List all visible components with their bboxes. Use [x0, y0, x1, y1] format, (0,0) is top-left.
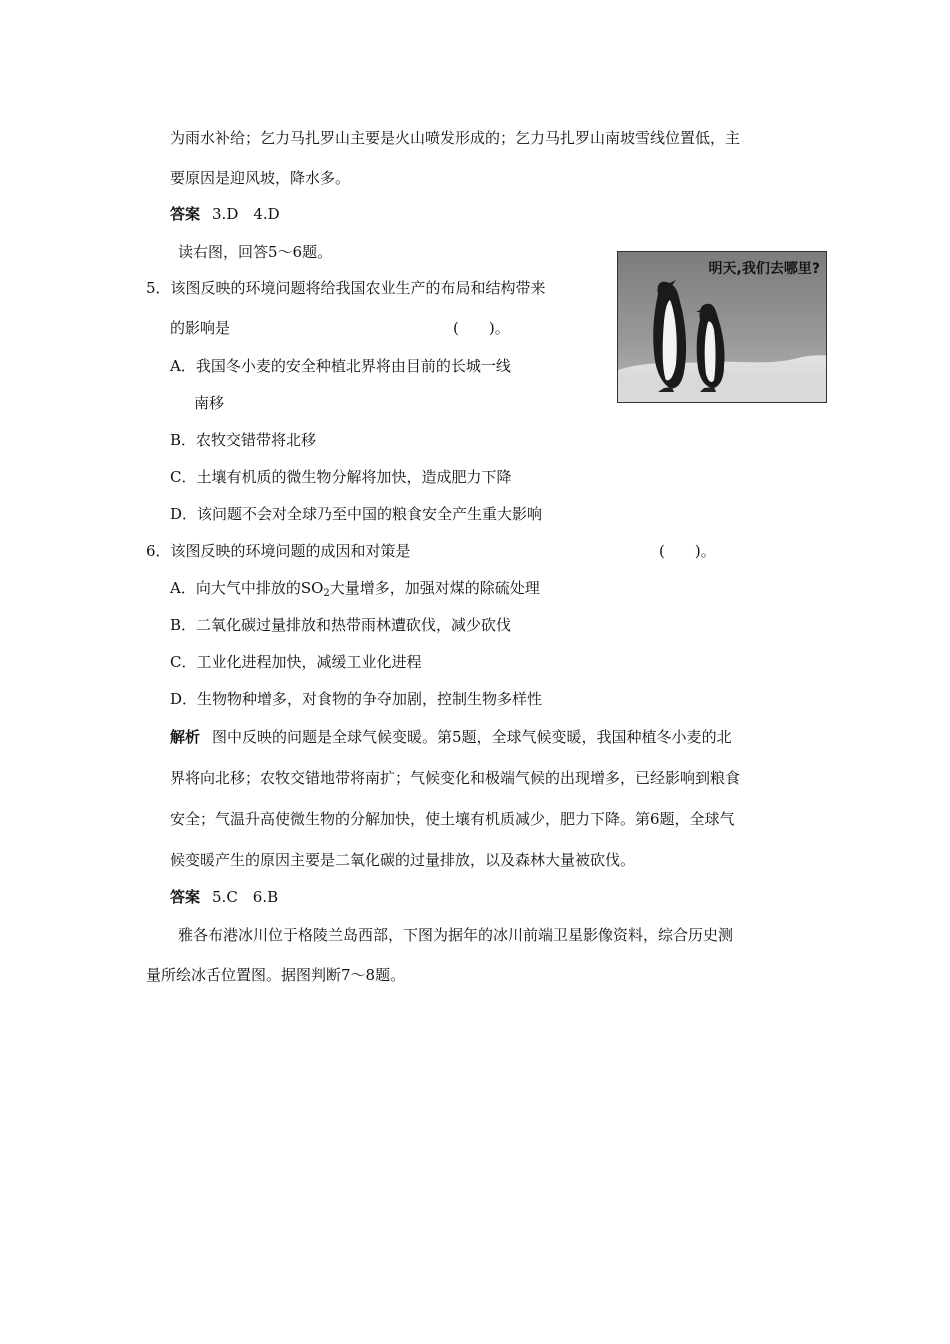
- analysis-line: [170, 727, 732, 747]
- figure-caption: 明天,我们去哪里?: [708, 261, 820, 277]
- question-5-stem-cont: 的影响是: [170, 319, 231, 337]
- question-6-answer-blank: ( )。: [659, 542, 716, 560]
- question-5-answer-blank: ( )。: [453, 319, 510, 337]
- paragraph-line: 雅各布港冰川位于格陵兰岛西部，下图为据年的冰川前端卫星影像资料，综合历史测: [178, 926, 734, 944]
- question-5-stem: 5．该图反映的环境问题将给我国农业生产的布局和结构带来: [146, 279, 546, 297]
- question-6-option-c: C．工业化进程加快，减缓工业化进程: [170, 653, 422, 671]
- analysis-line: 界将向北移；农牧交错地带将南扩；气候变化和极端气候的出现增多，已经影响到粮食: [170, 769, 741, 787]
- paragraph-line: 为雨水补给；乞力马扎罗山主要是火山喷发形成的；乞力马扎罗山南坡雪线位置低，主: [170, 129, 741, 147]
- question-6-option-d: D．生物物种增多，对食物的争夺加剧，控制生物多样性: [170, 690, 543, 708]
- option-a-text-end: 大量增多，加强对煤的除硫处理: [329, 579, 540, 597]
- option-a-text-start: A．向大气中排放的SO: [170, 579, 324, 597]
- question-6-stem: 6．该图反映的环境问题的成因和对策是: [146, 542, 411, 560]
- answer-line: [170, 887, 278, 907]
- paragraph-line: 量所绘冰舌位置图。据图判断7～8题。: [146, 966, 406, 984]
- instruction-line: 读右图，回答5～6题。: [178, 243, 333, 261]
- subscript-2: 2: [323, 588, 330, 599]
- question-5-option-a: A．我国冬小麦的安全种植北界将由目前的长城一线: [170, 357, 511, 375]
- answer-label: 答案: [170, 888, 201, 906]
- question-5-option-c: C．土壤有机质的微生物分解将加快，造成肥力下降: [170, 468, 512, 486]
- analysis-label: 解析: [170, 728, 201, 746]
- analysis-line: 安全；气温升高使微生物的分解加快，使土壤有机质减少，肥力下降。第6题，全球气: [170, 810, 735, 828]
- paragraph-line: 要原因是迎风坡，降水多。: [170, 169, 351, 187]
- question-5-option-b: B．农牧交错带将北移: [170, 431, 317, 449]
- penguin-figure: [617, 251, 827, 403]
- question-6-option-b: B．二氧化碳过量排放和热带雨林遭砍伐，减少砍伐: [170, 616, 512, 634]
- question-5-option-d: D．该问题不会对全球乃至中国的粮食安全产生重大影响: [170, 505, 543, 523]
- answer-label: 答案: [170, 205, 201, 223]
- answer-text: 5.C 6.B: [212, 888, 279, 906]
- question-5-option-a-cont: 南移: [194, 394, 225, 412]
- answer-line: [170, 204, 280, 224]
- question-6-option-a: [170, 578, 540, 598]
- analysis-line: 候变暖产生的原因主要是二氧化碳的过量排放，以及森林大量被砍伐。: [170, 851, 636, 869]
- analysis-text: 图中反映的问题是全球气候变暖。第5题，全球气候变暖，我国种植冬小麦的北: [212, 728, 732, 746]
- answer-text: 3.D 4.D: [212, 205, 280, 223]
